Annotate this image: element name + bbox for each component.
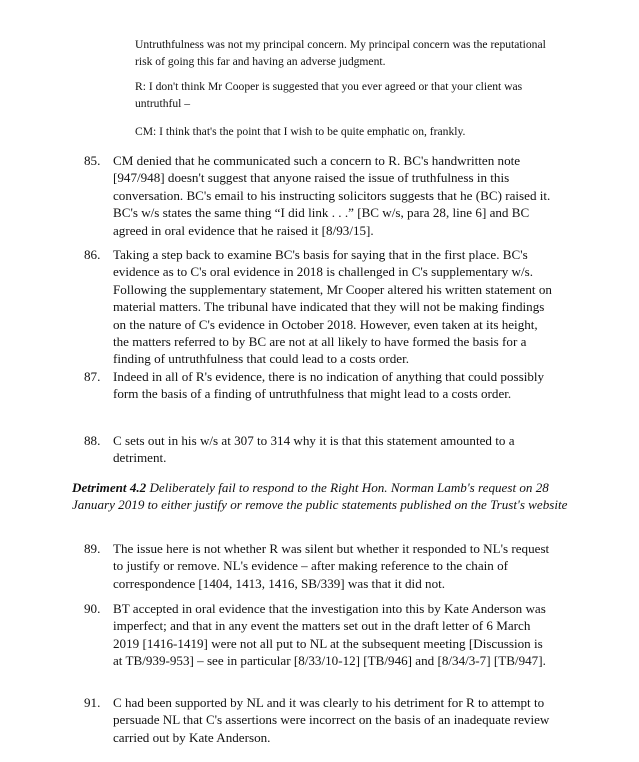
numbered-paragraph [84,540,554,592]
paragraph-number: 87. [84,369,101,384]
section-heading-label: Detriment 4.2 [72,480,147,495]
paragraph-text: C sets out in his w/s at 307 to 314 why it is that this statement amounted to a detriment. [113,433,515,466]
numbered-paragraph [84,600,554,670]
paragraph-number: 91. [84,695,101,710]
transcript-quote: Untruthfulness was not my principal concern. My principal concern was the reputational risk of going this far and having an adverse judgment. [135,38,546,68]
transcript-quote: R: I don't think Mr Cooper is suggested that you ever agreed or that your client was untruthful – [135,80,523,110]
section-heading-text: Deliberately fail to respond to the Right Hon. Norman Lamb's request on 28 January 2019 to either justify or remove the public statements published on the Trust's website [72,480,568,513]
paragraph-text: Taking a step back to examine BC's basis for saying that in the first place. BC's evidence as to C's oral evidence in 2018 is challenged in C's supplementary w/s. Following the supplementary statement, Mr Cooper altered his written statement on material matters. The tribunal have indicated that they will not be making findings on the nature of C's evidence in October 2018. However, even taken at its height, the matters referred to by BC are not at all likely to have formed the basis for a finding of untruthfulness that could lead to a costs order. [113,247,552,367]
numbered-paragraph [84,246,554,368]
transcript-quote: CM: I think that's the point that I wish to be quite emphatic on, frankly. [135,125,466,138]
numbered-paragraph [84,368,554,403]
paragraph-text: The issue here is not whether R was silent but whether it responded to NL's request to justify or remove. NL's evidence – after making reference to the chain of correspondence [1404, 1413, 1416, SB/339] was that it did not. [113,541,550,591]
numbered-paragraph [84,152,554,239]
paragraph-text: BT accepted in oral evidence that the investigation into this by Kate Anderson was imperfect; and that in any event the matters set out in the draft letter of 6 March 2019 [1416-1419] were not all put to NL at the subsequent meeting [Discussion is at TB/939-953] – see in particular [8/33/10-12] [TB/946] and [8/34/3-7] [TB/947]. [113,601,546,669]
paragraph-text: CM denied that he communicated such a concern to R. BC's handwritten note [947/948] doesn't suggest that anyone raised the issue of truthfulness in this conversation. BC's email to his instructing solicitors suggests that he (BC) raised it. BC's w/s states the same thing “I did link . . .” [BC w/s, para 28, line 6] and BC agreed in oral evidence that he raised it [8/93/15]. [113,153,551,238]
paragraph-number: 90. [84,601,101,616]
section-heading [72,479,572,514]
paragraph-text: C had been supported by NL and it was clearly to his detriment for R to attempt to persuade NL that C's assertions were incorrect on the basis of an inadequate review carried out by Kate Anderson. [113,695,550,745]
numbered-paragraph [84,694,554,746]
numbered-paragraph [84,432,554,467]
paragraph-number: 85. [84,153,101,168]
paragraph-text: Indeed in all of R's evidence, there is no indication of anything that could possibly form the basis of a finding of untruthfulness that might lead to a costs order. [113,369,545,402]
paragraph-number: 86. [84,247,101,262]
paragraph-number: 89. [84,541,101,556]
paragraph-number: 88. [84,433,101,448]
